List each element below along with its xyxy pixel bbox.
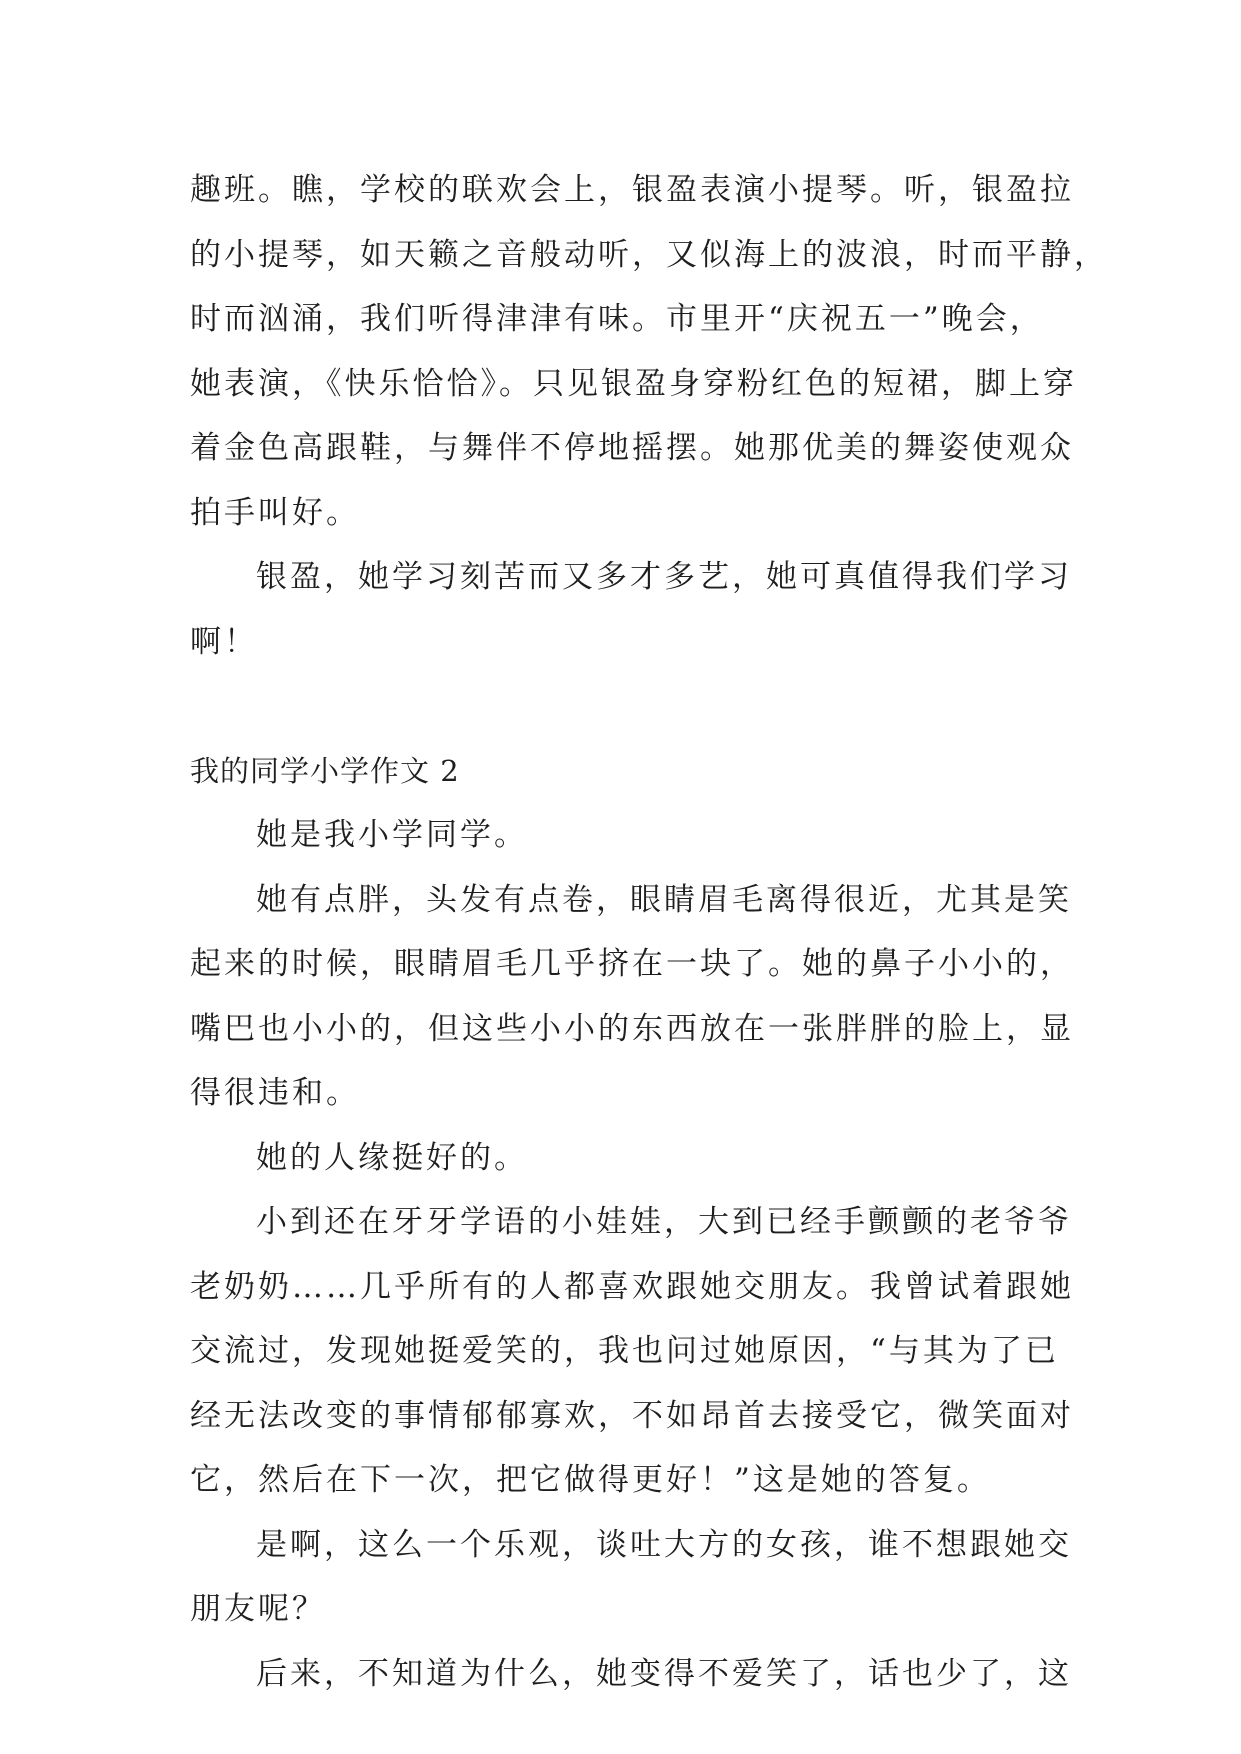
text-line: 嘴巴也小小的，但这些小小的东西放在一张胖胖的脸上，显 [190,1010,1074,1047]
text-line: 经无法改变的事情郁郁寡欢，不如昂首去接受它，微笑面对 [190,1397,1074,1434]
paragraph [190,868,1074,1126]
paragraph [190,1642,1070,1707]
section-heading: 我的同学小学作文 2 [190,753,460,788]
document-body [190,158,1108,1706]
text-line: 时而汹涌，我们听得津津有味。市里开“庆祝五一”晚会， [190,301,1044,337]
text-line: 小到还在牙牙学语的小娃娃，大到已经手颤颤的老爷爷 [256,1204,1072,1240]
text-line: 是啊，这么一个乐观，谈吐大方的女孩，谁不想跟她交 [256,1526,1072,1563]
text-line: 起来的时候，眼睛眉毛几乎挤在一块了。她的鼻子小小的， [190,946,1074,982]
text-line: 它，然后在下一次，把它做得更好！”这是她的答复。 [190,1462,991,1498]
text-line: 银盈，她学习刻苦而又多才多艺，她可真值得我们学习 [256,559,1072,595]
text-line: 她表演，《快乐恰恰》。只见银盈身穿粉红色的短裙，脚上穿 [190,365,1077,402]
text-line: 她的人缘挺好的。 [256,1139,528,1176]
paragraph [190,803,1070,868]
text-line: 朋友呢？ [190,1591,326,1627]
text-line: 她是我小学同学。 [256,817,528,853]
text-line: 趣班。瞧，学校的联欢会上，银盈表演小提琴。听，银盈拉 [190,172,1074,208]
text-line: 老奶奶……几乎所有的人都喜欢跟她交朋友。我曾试着跟她 [190,1268,1074,1305]
section-spacer [190,674,1070,739]
text-line: 她有点胖，头发有点卷，眼睛眉毛离得很近，尤其是笑 [256,881,1072,918]
text-line: 着金色高跟鞋，与舞伴不停地摇摆。她那优美的舞姿使观众 [190,430,1074,466]
paragraph [190,545,1070,674]
text-line: 交流过，发现她挺爱笑的，我也问过她原因，“与其为了已 [190,1333,1059,1369]
text-line: 拍手叫好。 [190,494,360,531]
text-line: 得很违和。 [190,1075,360,1111]
paragraph [190,1513,1070,1642]
paragraph [190,158,1108,545]
text-line: 啊！ [190,623,258,660]
paragraph [190,1126,1070,1191]
text-line: 的小提琴，如天籁之音般动听，又似海上的波浪，时而平静， [190,236,1108,273]
text-line: 后来，不知道为什么，她变得不爱笑了，话也少了，这 [256,1655,1072,1692]
paragraph [190,1190,1074,1513]
